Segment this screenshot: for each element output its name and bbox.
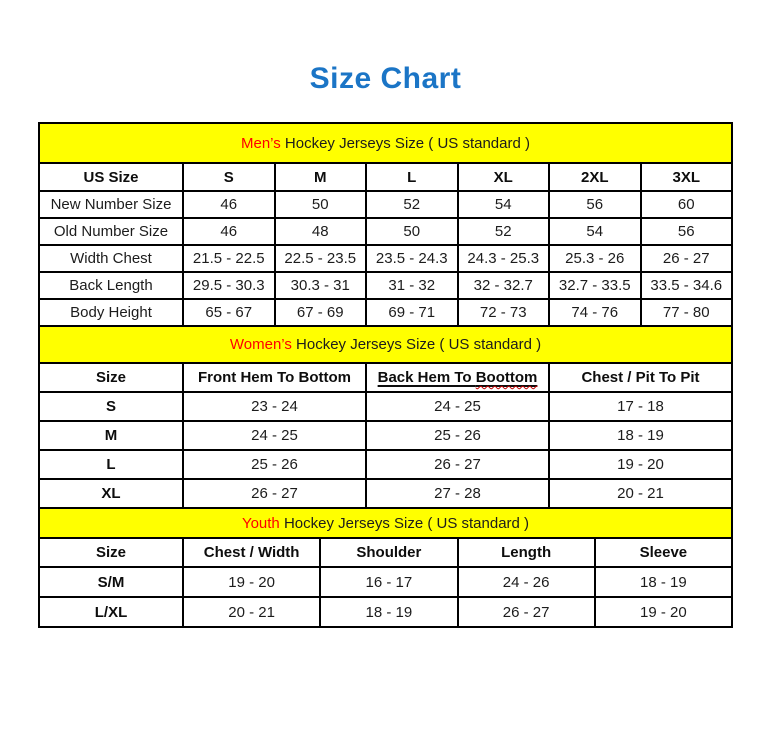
section-banner-row: [39, 508, 732, 538]
row-label-cell: M: [39, 421, 183, 450]
header-cell: M: [275, 163, 367, 191]
header-cell: Chest / Width: [183, 538, 320, 567]
header-cell: [366, 363, 549, 392]
data-cell: 26 - 27: [641, 245, 733, 272]
header-row: [39, 538, 732, 567]
table-row: [39, 245, 732, 272]
header-cell: Size: [39, 363, 183, 392]
data-cell: 69 - 71: [366, 299, 458, 326]
header-cell: 3XL: [641, 163, 733, 191]
header-cell: Sleeve: [595, 538, 732, 567]
data-cell: 33.5 - 34.6: [641, 272, 733, 299]
data-cell: 16 - 17: [320, 567, 457, 597]
data-cell: 24 - 25: [366, 392, 549, 421]
data-cell: 31 - 32: [366, 272, 458, 299]
header-text: Back Hem To: [377, 369, 476, 386]
misspelled-word: Boottom: [475, 369, 538, 386]
data-cell: 24 - 25: [183, 421, 366, 450]
data-cell: 29.5 - 30.3: [183, 272, 275, 299]
row-label-cell: S/M: [39, 567, 183, 597]
table-row: [39, 272, 732, 299]
table-row: [39, 191, 732, 218]
data-cell: 72 - 73: [458, 299, 550, 326]
data-cell: 19 - 20: [183, 567, 320, 597]
table-row: [39, 218, 732, 245]
header-cell: XL: [458, 163, 550, 191]
underlined-header: [378, 369, 538, 386]
table-row: [39, 597, 732, 627]
header-cell: Shoulder: [320, 538, 457, 567]
data-cell: 50: [275, 191, 367, 218]
header-row: [39, 163, 732, 191]
row-label-cell: L: [39, 450, 183, 479]
data-cell: 24.3 - 25.3: [458, 245, 550, 272]
data-cell: 26 - 27: [183, 479, 366, 508]
data-cell: 20 - 21: [183, 597, 320, 627]
size-tables: [38, 122, 776, 628]
header-cell: L: [366, 163, 458, 191]
data-cell: 25 - 26: [183, 450, 366, 479]
data-cell: 46: [183, 191, 275, 218]
header-cell: Size: [39, 538, 183, 567]
row-label-cell: Body Height: [39, 299, 183, 326]
data-cell: 17 - 18: [549, 392, 732, 421]
data-cell: 67 - 69: [275, 299, 367, 326]
data-cell: 23 - 24: [183, 392, 366, 421]
row-label-cell: Old Number Size: [39, 218, 183, 245]
data-cell: 21.5 - 22.5: [183, 245, 275, 272]
table-row: [39, 421, 732, 450]
data-cell: 18 - 19: [549, 421, 732, 450]
data-cell: 56: [549, 191, 641, 218]
header-cell: S: [183, 163, 275, 191]
row-label-cell: Back Length: [39, 272, 183, 299]
data-cell: 65 - 67: [183, 299, 275, 326]
data-cell: 52: [366, 191, 458, 218]
men-size-table: [38, 122, 733, 327]
table-row: [39, 299, 732, 326]
banner-highlight: Men’s: [240, 134, 281, 152]
data-cell: 56: [641, 218, 733, 245]
data-cell: 22.5 - 23.5: [275, 245, 367, 272]
header-cell: Length: [458, 538, 595, 567]
data-cell: 46: [183, 218, 275, 245]
row-label-cell: New Number Size: [39, 191, 183, 218]
data-cell: 60: [641, 191, 733, 218]
data-cell: 74 - 76: [549, 299, 641, 326]
banner-text: Hockey Jerseys Size ( US standard ): [291, 336, 542, 353]
data-cell: 18 - 19: [595, 567, 732, 597]
header-row: [39, 363, 732, 392]
section-banner: [39, 326, 732, 363]
table-row: [39, 392, 732, 421]
row-label-cell: XL: [39, 479, 183, 508]
banner-highlight: Women’s: [229, 336, 292, 353]
section-banner: [39, 123, 732, 163]
data-cell: 30.3 - 31: [275, 272, 367, 299]
data-cell: 54: [458, 191, 550, 218]
data-cell: 52: [458, 218, 550, 245]
data-cell: 19 - 20: [549, 450, 732, 479]
data-cell: 54: [549, 218, 641, 245]
data-cell: 26 - 27: [458, 597, 595, 627]
data-cell: 26 - 27: [366, 450, 549, 479]
data-cell: 25.3 - 26: [549, 245, 641, 272]
header-cell: US Size: [39, 163, 183, 191]
banner-text: Hockey Jerseys Size ( US standard ): [280, 134, 530, 152]
header-cell: Chest / Pit To Pit: [549, 363, 732, 392]
data-cell: 25 - 26: [366, 421, 549, 450]
data-cell: 27 - 28: [366, 479, 549, 508]
row-label-cell: Width Chest: [39, 245, 183, 272]
row-label-cell: S: [39, 392, 183, 421]
section-banner-row: [39, 123, 732, 163]
data-cell: 77 - 80: [641, 299, 733, 326]
banner-highlight: Youth: [241, 514, 280, 532]
row-label-cell: L/XL: [39, 597, 183, 627]
data-cell: 48: [275, 218, 367, 245]
data-cell: 32 - 32.7: [458, 272, 550, 299]
table-row: [39, 479, 732, 508]
table-row: [39, 567, 732, 597]
section-banner-row: [39, 326, 732, 363]
women-size-table: [38, 325, 733, 509]
section-banner: [39, 508, 732, 538]
data-cell: 19 - 20: [595, 597, 732, 627]
data-cell: 50: [366, 218, 458, 245]
data-cell: 23.5 - 24.3: [366, 245, 458, 272]
header-cell: Front Hem To Bottom: [183, 363, 366, 392]
table-row: [39, 450, 732, 479]
data-cell: 24 - 26: [458, 567, 595, 597]
youth-size-table: [38, 507, 733, 628]
data-cell: 20 - 21: [549, 479, 732, 508]
header-cell: 2XL: [549, 163, 641, 191]
data-cell: 18 - 19: [320, 597, 457, 627]
data-cell: 32.7 - 33.5: [549, 272, 641, 299]
page-title: Size Chart: [309, 62, 462, 95]
banner-text: Hockey Jerseys Size ( US standard ): [279, 514, 530, 532]
